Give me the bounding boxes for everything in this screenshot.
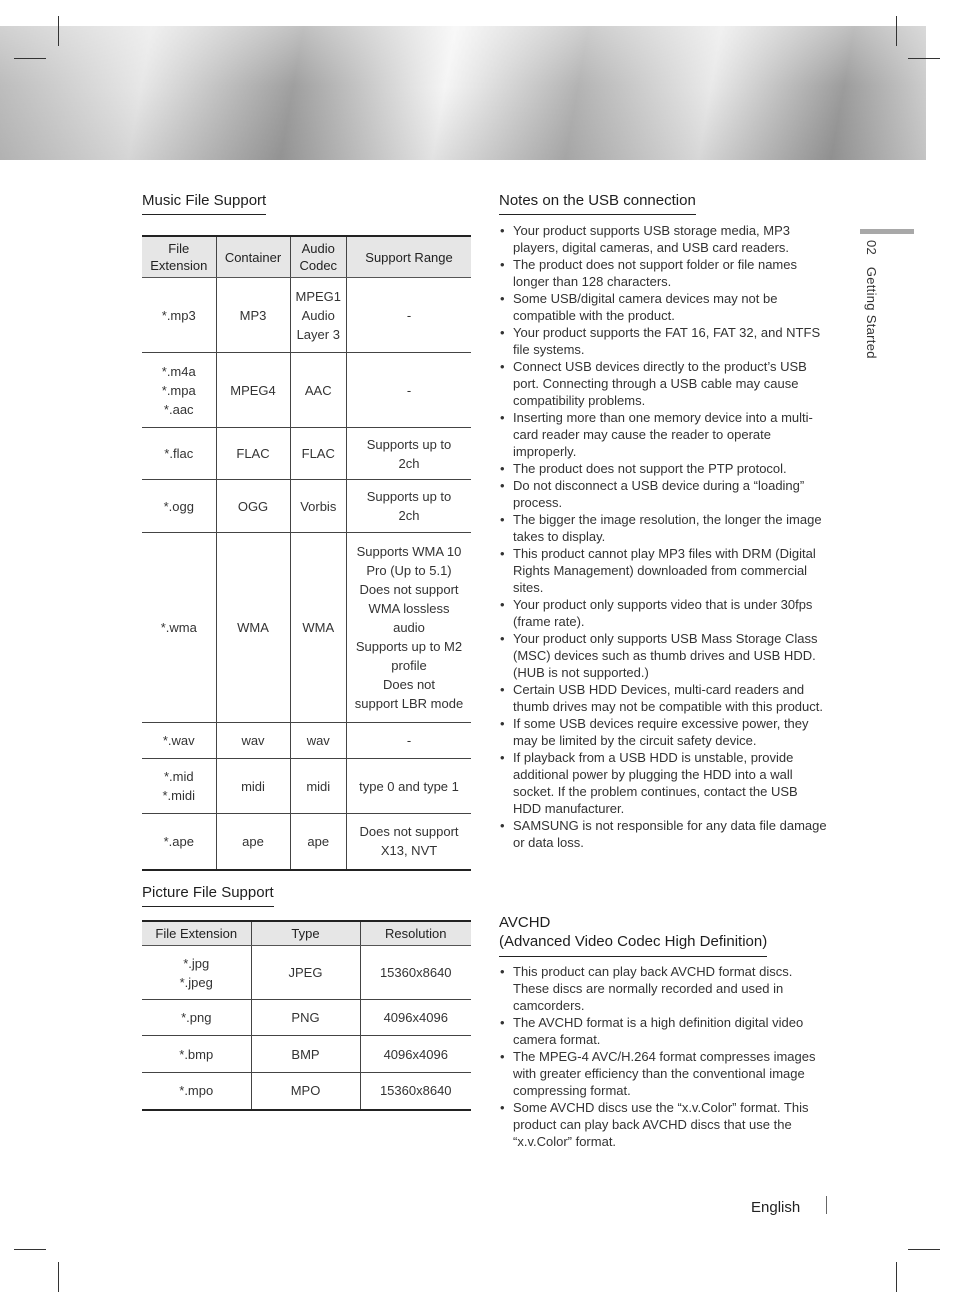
table-cell-line: Audio xyxy=(301,307,335,323)
table-cell-line: JPEG xyxy=(288,965,323,980)
table-cell-line: audio xyxy=(393,620,425,635)
avchd-title-line1: AVCHD xyxy=(499,914,551,931)
header-banner xyxy=(0,26,926,160)
table-cell-line: OGG xyxy=(237,498,269,514)
crop-mark xyxy=(14,1249,46,1250)
column-header xyxy=(290,236,347,278)
table-cell-line: X13, NVT xyxy=(380,843,438,859)
chapter-tab-marker xyxy=(860,229,914,234)
music-section-title: Music File Support xyxy=(142,192,266,215)
table-cell-line: Does not xyxy=(382,677,436,692)
table-cell xyxy=(216,759,290,814)
table-cell-line: Supports up to xyxy=(366,436,452,452)
table-cell-line: 2ch xyxy=(398,455,420,471)
list-item: • Inserting more than one memory device into a multi-card reader may cause the reader to operate improperly. xyxy=(499,409,829,460)
table-row xyxy=(142,814,471,870)
avchd-title-line2: (Advanced Video Codec High Definition) xyxy=(499,933,768,950)
table-cell-line: ape xyxy=(242,833,264,849)
table-cell-line: *.jpg xyxy=(183,955,210,971)
table-cell-line: type 0 and type 1 xyxy=(359,778,459,794)
table-cell xyxy=(347,814,471,870)
table-cell xyxy=(142,533,216,723)
table-cell xyxy=(290,723,347,759)
table-cell-line: 2ch xyxy=(398,508,420,523)
table-cell-line: *.bmp xyxy=(179,1046,214,1062)
table-cell-line: *.aac xyxy=(163,401,194,417)
column-header-line: Resolution xyxy=(385,926,447,941)
table-cell-line: *.jpeg xyxy=(179,974,213,990)
list-item: • If some USB devices require excessive power, they may be limited by the circuit safety device. xyxy=(499,715,829,749)
table-cell-line: FLAC xyxy=(301,446,335,461)
table-cell-line: *.mid xyxy=(163,769,194,784)
column-header-line: Support Range xyxy=(365,249,453,265)
table-cell xyxy=(142,723,216,759)
table-cell-line: *.mp3 xyxy=(161,307,196,323)
table-cell xyxy=(251,946,360,1000)
table-cell-line: *.mpa xyxy=(161,382,196,398)
list-item: • The product does not support folder or file names longer than 128 characters. xyxy=(499,256,829,290)
usb-notes-list xyxy=(499,222,829,851)
table-cell xyxy=(251,1073,360,1110)
table-cell-line: 4096x4096 xyxy=(383,1010,448,1025)
table-cell-line: Layer 3 xyxy=(296,326,340,342)
table-cell xyxy=(347,533,471,723)
table-cell xyxy=(216,480,290,533)
table-cell-line: BMP xyxy=(291,1046,320,1062)
table-cell-line: *.wma xyxy=(160,620,197,635)
table-cell xyxy=(142,759,216,814)
table-row xyxy=(142,278,471,353)
table-cell xyxy=(216,278,290,353)
list-item: • This product cannot play MP3 files with DRM (Digital Rights Management) downloaded from commercial sites. xyxy=(499,545,829,596)
music-support-table xyxy=(142,235,471,871)
crop-mark xyxy=(58,1262,59,1292)
column-header-line: Extension xyxy=(150,258,208,273)
list-item: • The bigger the image resolution, the longer the image takes to display. xyxy=(499,511,829,545)
column-header-line: File Extension xyxy=(155,926,238,941)
table-cell-line: midi xyxy=(241,778,265,794)
avchd-section-title xyxy=(499,913,767,957)
table-cell-line: PNG xyxy=(291,1010,320,1025)
chapter-title: Getting Started xyxy=(864,266,879,359)
table-row xyxy=(142,759,471,814)
table-cell-line: MP3 xyxy=(239,307,267,323)
table-cell-line: Does not support xyxy=(359,582,459,597)
table-cell-line: - xyxy=(406,733,412,748)
usb-section-title: Notes on the USB connection xyxy=(499,192,696,215)
column-header xyxy=(360,921,471,946)
list-item: • The AVCHD format is a high definition digital video camera format. xyxy=(499,1014,829,1048)
column-header xyxy=(142,921,251,946)
list-item: • Some AVCHD discs use the “x.v.Color” format. This product can play back AVCHD discs that use the “x.v.Color” format. xyxy=(499,1099,829,1150)
table-cell-line: *.ape xyxy=(163,833,194,849)
table-cell-line: *.flac xyxy=(164,446,194,461)
table-cell xyxy=(347,278,471,353)
table-row xyxy=(142,1073,471,1110)
table-row xyxy=(142,946,471,1000)
table-cell xyxy=(360,1073,471,1110)
avchd-notes-list xyxy=(499,963,829,1150)
list-item: • Connect USB devices directly to the product’s USB port. Connecting through a USB cable may cause compatibility problems. xyxy=(499,358,829,409)
table-cell xyxy=(142,1036,251,1073)
table-cell-line: Supports WMA 10 xyxy=(356,544,462,559)
column-header xyxy=(142,236,216,278)
picture-section-title: Picture File Support xyxy=(142,884,274,907)
table-cell-line: 4096x4096 xyxy=(383,1046,448,1062)
crop-mark xyxy=(896,16,897,46)
table-cell-line: midi xyxy=(306,778,331,794)
table-cell xyxy=(142,946,251,1000)
table-cell-line: support LBR mode xyxy=(354,696,464,711)
table-cell xyxy=(142,428,216,480)
table-cell xyxy=(142,480,216,533)
crop-mark xyxy=(58,16,59,46)
table-cell xyxy=(142,1000,251,1036)
table-cell xyxy=(290,278,347,353)
table-cell xyxy=(290,480,347,533)
list-item: • Your product only supports USB Mass Storage Class (MSC) devices such as thumb drives and USB HDD. (HUB is not supported.) xyxy=(499,630,829,681)
list-item: • Some USB/digital camera devices may not be compatible with the product. xyxy=(499,290,829,324)
table-cell xyxy=(347,353,471,428)
table-row xyxy=(142,353,471,428)
table-cell xyxy=(251,1000,360,1036)
table-cell xyxy=(216,814,290,870)
table-cell-line: - xyxy=(406,382,412,398)
column-header xyxy=(216,236,290,278)
table-cell-line: wav xyxy=(306,733,330,748)
column-header-line: Audio xyxy=(301,241,335,256)
table-cell-line: WMA xyxy=(302,620,335,635)
table-cell-line: - xyxy=(406,307,412,323)
table-cell xyxy=(360,946,471,1000)
footer-divider xyxy=(826,1196,827,1214)
list-item: • The MPEG-4 AVC/H.264 format compresses images with greater efficiency than the conventional image compressing format. xyxy=(499,1048,829,1099)
column-header xyxy=(251,921,360,946)
list-item: • Do not disconnect a USB device during a “loading” process. xyxy=(499,477,829,511)
list-item: • Your product only supports video that is under 30fps (frame rate). xyxy=(499,596,829,630)
list-item: • If playback from a USB HDD is unstable, provide additional power by plugging the HDD into a wall socket. If the problem continues, contact the USB HDD manufacturer. xyxy=(499,749,829,817)
table-cell-line: MPO xyxy=(290,1083,321,1099)
list-item: • Your product supports USB storage media, MP3 players, digital cameras, and USB card readers. xyxy=(499,222,829,256)
crop-mark xyxy=(908,1249,940,1250)
list-item: • SAMSUNG is not responsible for any data file damage or data loss. xyxy=(499,817,829,851)
table-row xyxy=(142,428,471,480)
list-item: • This product can play back AVCHD format discs. These discs are normally recorded and used in camcorders. xyxy=(499,963,829,1014)
table-cell-line: *.midi xyxy=(162,788,195,803)
table-cell-line: *.png xyxy=(181,1010,212,1025)
table-cell-line: *.m4a xyxy=(161,363,196,379)
table-cell xyxy=(290,533,347,723)
chapter-number: 02 xyxy=(864,240,879,256)
table-cell xyxy=(347,723,471,759)
list-item: • Certain USB HDD Devices, multi-card readers and thumb drives may not be compatible with this product. xyxy=(499,681,829,715)
table-cell xyxy=(216,533,290,723)
table-cell xyxy=(216,723,290,759)
table-row xyxy=(142,533,471,723)
crop-mark xyxy=(896,1262,897,1292)
table-cell xyxy=(360,1000,471,1036)
table-cell xyxy=(142,353,216,428)
table-cell xyxy=(290,814,347,870)
column-header-line: Type xyxy=(291,926,320,941)
column-header-line: Codec xyxy=(299,258,338,273)
table-cell xyxy=(142,814,216,870)
column-header-line: Container xyxy=(224,249,282,265)
table-cell-line: *.ogg xyxy=(163,498,194,514)
list-item: • The product does not support the PTP protocol. xyxy=(499,460,829,477)
table-cell xyxy=(216,428,290,480)
table-cell xyxy=(142,1073,251,1110)
table-cell xyxy=(251,1036,360,1073)
crop-mark xyxy=(908,58,940,59)
table-cell-line: Does not support xyxy=(359,824,459,840)
table-row xyxy=(142,480,471,533)
table-cell-line: ape xyxy=(307,833,330,849)
table-cell xyxy=(290,428,347,480)
table-cell-line: Supports up to M2 xyxy=(355,639,463,654)
table-cell-line: FLAC xyxy=(236,446,270,461)
table-cell-line: Pro (Up to 5.1) xyxy=(366,563,452,578)
table-cell-line: profile xyxy=(391,658,427,673)
chapter-label xyxy=(864,240,879,359)
table-cell-line: AAC xyxy=(304,382,332,398)
table-cell-line: *.mpo xyxy=(179,1083,214,1099)
table-cell xyxy=(216,353,290,428)
table-cell xyxy=(347,480,471,533)
table-cell xyxy=(347,428,471,480)
table-cell-line: WMA xyxy=(237,620,269,635)
table-cell-line: Vorbis xyxy=(300,498,337,514)
table-cell xyxy=(142,278,216,353)
table-cell-line: MPEG4 xyxy=(230,382,276,398)
table-cell-line: WMA lossless xyxy=(368,601,450,616)
picture-support-table xyxy=(142,920,471,1111)
table-cell-line: *.wav xyxy=(162,733,195,748)
table-cell xyxy=(360,1036,471,1073)
table-cell-line: 15360x8640 xyxy=(379,965,452,980)
table-cell-line: MPEG1 xyxy=(295,288,342,304)
column-header-line: File xyxy=(168,241,190,256)
table-row xyxy=(142,1036,471,1073)
list-item: • Your product supports the FAT 16, FAT 32, and NTFS file systems. xyxy=(499,324,829,358)
crop-mark xyxy=(14,58,46,59)
table-cell-line: 15360x8640 xyxy=(379,1083,452,1099)
table-cell xyxy=(290,759,347,814)
table-cell xyxy=(290,353,347,428)
table-cell xyxy=(347,759,471,814)
table-row xyxy=(142,723,471,759)
table-row xyxy=(142,1000,471,1036)
footer-language: English xyxy=(751,1199,801,1216)
column-header xyxy=(347,236,471,278)
table-cell-line: Supports up to xyxy=(366,489,452,504)
table-cell-line: wav xyxy=(241,733,265,748)
